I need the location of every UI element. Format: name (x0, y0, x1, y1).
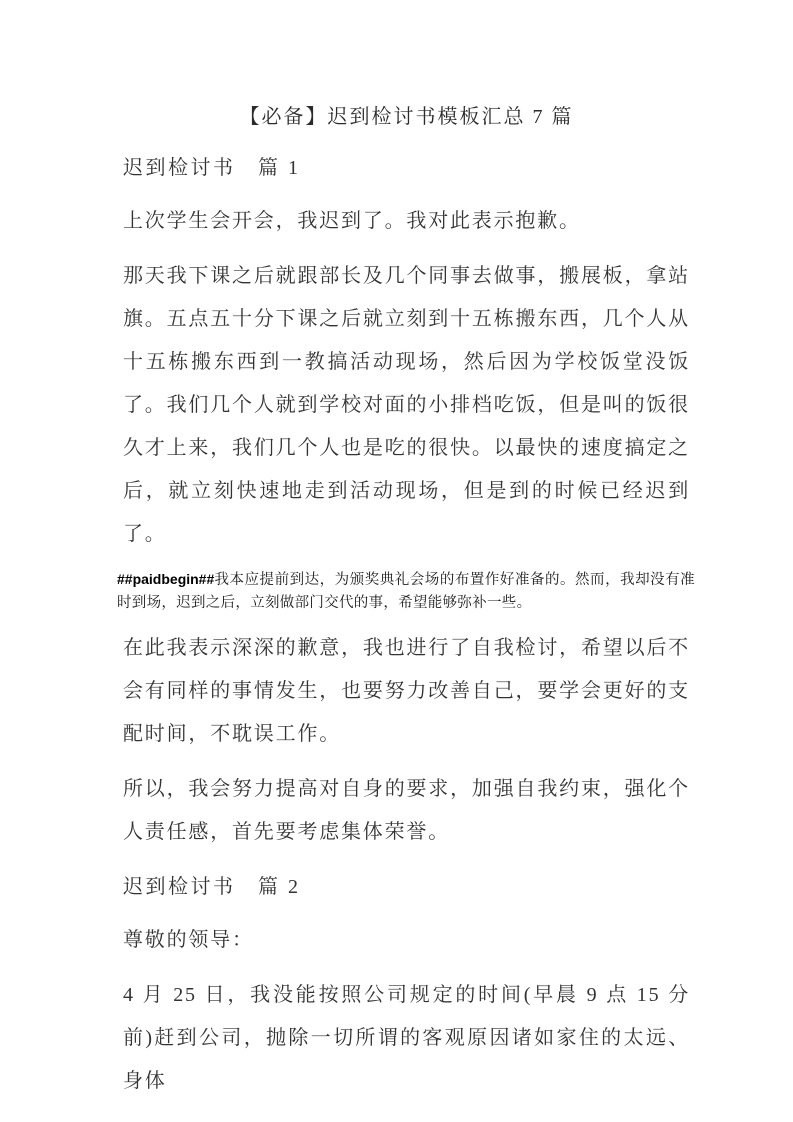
paragraph: 所以，我会努力提高对自身的要求，加强自我约束，强化个人责任感，首先要考虑集体荣誉。 (123, 778, 690, 843)
document-title: 【必备】迟到检讨书模板汇总 7 篇 (239, 106, 574, 128)
paragraph: 4 月 25 日，我没能按照公司规定的时间(早晨 9 点 15 分前)赶到公司，抛除一切所谓的客观原因诸如家住的太远、身体 (123, 984, 690, 1092)
paragraph-salutation: 尊敬的领导： (123, 929, 254, 951)
paid-note-text: 我本应提前到达，为颁奖典礼会场的布置作好准备的。然而，我却没有准时到场，迟到之后，立刻做部门交代的事，希望能够弥补一些。 (117, 572, 695, 611)
paragraph: 在此我表示深深的歉意，我也进行了自我检讨，希望以后不会有同样的事情发生，也要努力改善自己，要学会更好的支配时间，不耽误工作。 (123, 637, 690, 745)
section-heading-2: 迟到检讨书 篇 2 (123, 876, 301, 898)
paragraph: 上次学生会开会，我迟到了。我对此表示抱歉。 (123, 210, 581, 232)
paid-begin-marker: ##paidbegin## (117, 571, 215, 587)
paragraph: 那天我下课之后就跟部长及几个同事去做事，搬展板，拿站旗。五点五十分下课之后就立刻到十五栋搬东西，几个人从十五栋搬东西到一教搞活动现场，然后因为学校饭堂没饭了。我们几个人就到学校对面的小排档吃饭，但是叫的饭很久才上来，我们几个人也是吃的很快。以最快的速度搞定之后，就立刻快速地走到活动现场，但是到的时候已经迟到了。 (123, 265, 690, 545)
document-body (117, 96, 695, 1115)
paid-note (117, 568, 695, 615)
section-heading-1: 迟到检讨书 篇 1 (123, 157, 301, 179)
